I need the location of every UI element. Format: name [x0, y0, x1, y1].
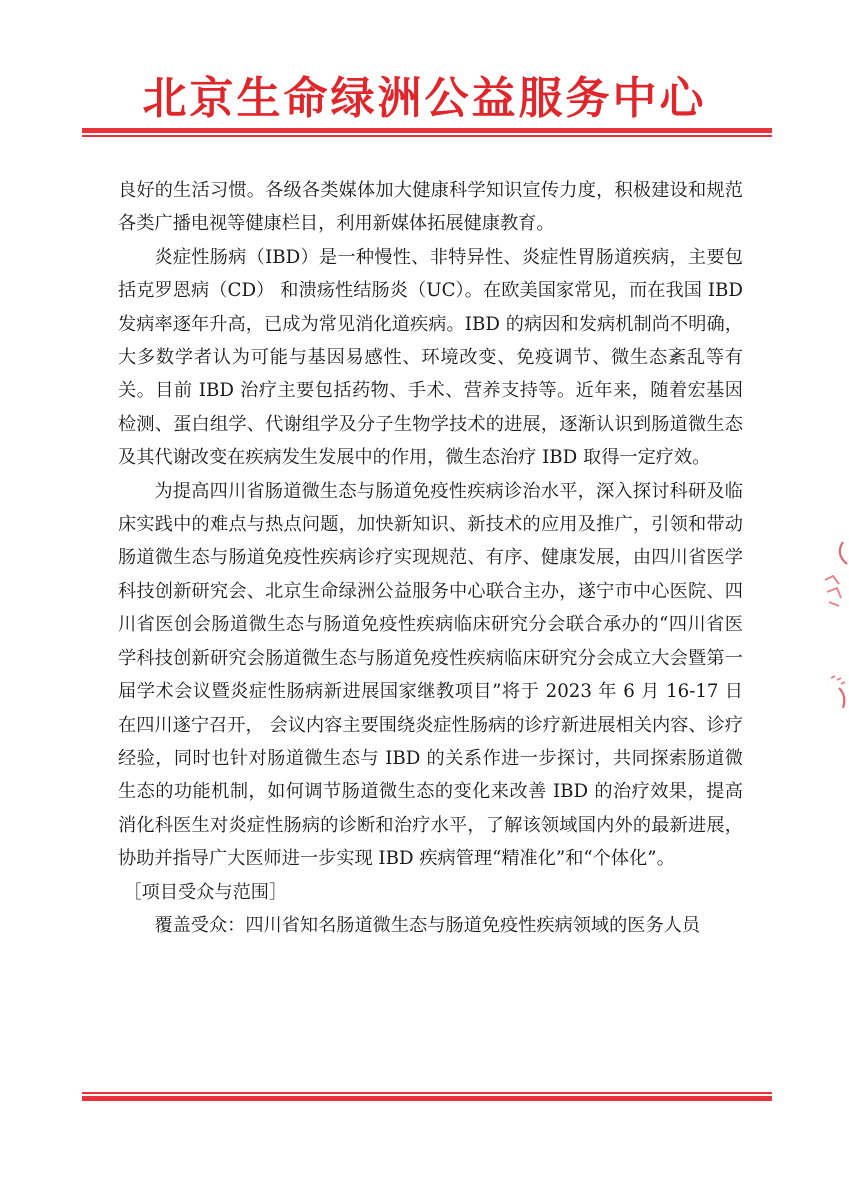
seal-dots: [831, 676, 845, 684]
paragraph-ibd-intro: 炎症性肠病（IBD）是一种慢性、非特异性、炎症性胃肠道疾病，主要包括克罗恩病（CD） 和溃疡性结肠炎（UC）。在欧美国家常见，而在我国 IBD 发病率逐年升高，已成为常见消化道疾病。IBD 的病因和发病机制尚不明确，大多数学者认为可能与基因易感性、环境改变、免疫调节、微生态紊乱等有关。目前 IBD 治疗主要包括药物、手术、营养支持等。近年来，随着宏基因检测、蛋白组学、代谢组学及分子生物学技术的进展，逐渐认识到肠道微生态及其代谢改变在疾病发生发展中的作用，微生态治疗 IBD 取得一定疗效。: [118, 246, 743, 469]
document-body: [118, 174, 743, 942]
header-rule-thick: [82, 128, 772, 133]
footer-rule-thin: [82, 1092, 772, 1094]
letterhead-title: 北京生命绿洲公益服务中心: [142, 73, 707, 124]
seal-fragment: [817, 540, 849, 710]
header-rule-thin: [82, 135, 772, 137]
seal-glyph-mark: [825, 576, 841, 606]
footer-rule-thick: [82, 1096, 772, 1101]
seal-arc-top: [840, 542, 847, 564]
paragraph-audience: 覆盖受众：四川省知名肠道微生态与肠道免疫性疾病领域的医务人员: [154, 914, 701, 936]
paragraph-continuation: 良好的生活习惯。各级各类媒体加大健康科学知识宣传力度，积极建设和规范各类广播电视等健康栏目，利用新媒体拓展健康教育。: [118, 180, 743, 235]
section-heading-audience: ［项目受众与范围］: [123, 881, 288, 903]
paragraph-meeting-info: 为提高四川省肠道微生态与肠道免疫性疾病诊治水平，深入探讨科研及临床实践中的难点与热点问题，加快新知识、新技术的应用及推广，引领和带动肠道微生态与肠道免疫性疾病诊疗实现规范、有序、健康发展，由四川省医学科技创新研究会、北京生命绿洲公益服务中心联合主办，遂宁市中心医院、四川省医创会肠道微生态与肠道免疫性疾病临床研究分会联合承办的“四川省医学科技创新研究会肠道微生态与肠道免疫性疾病临床研究分会成立大会暨第一届学术会议暨炎症性肠病新进展国家继教项目”将于 2023 年 6 月 16-17 日在四川遂宁召开， 会议内容主要围绕炎症性肠病的诊疗新进展相关内容、诊疗经验，同时也针对肠道微生态与 IBD 的关系作进一步探讨，共同探索肠道微生态的功能机制，如何调节肠道微生态的变化来改善 IBD 的治疗效果，提高消化科医生对炎症性肠病的诊断和治疗水平，了解该领域国内外的最新进展，协助并指导广大医师进一步实现 IBD 疾病管理“精准化”和“个体化”。: [118, 480, 743, 870]
seal-arc-bottom: [839, 688, 844, 708]
